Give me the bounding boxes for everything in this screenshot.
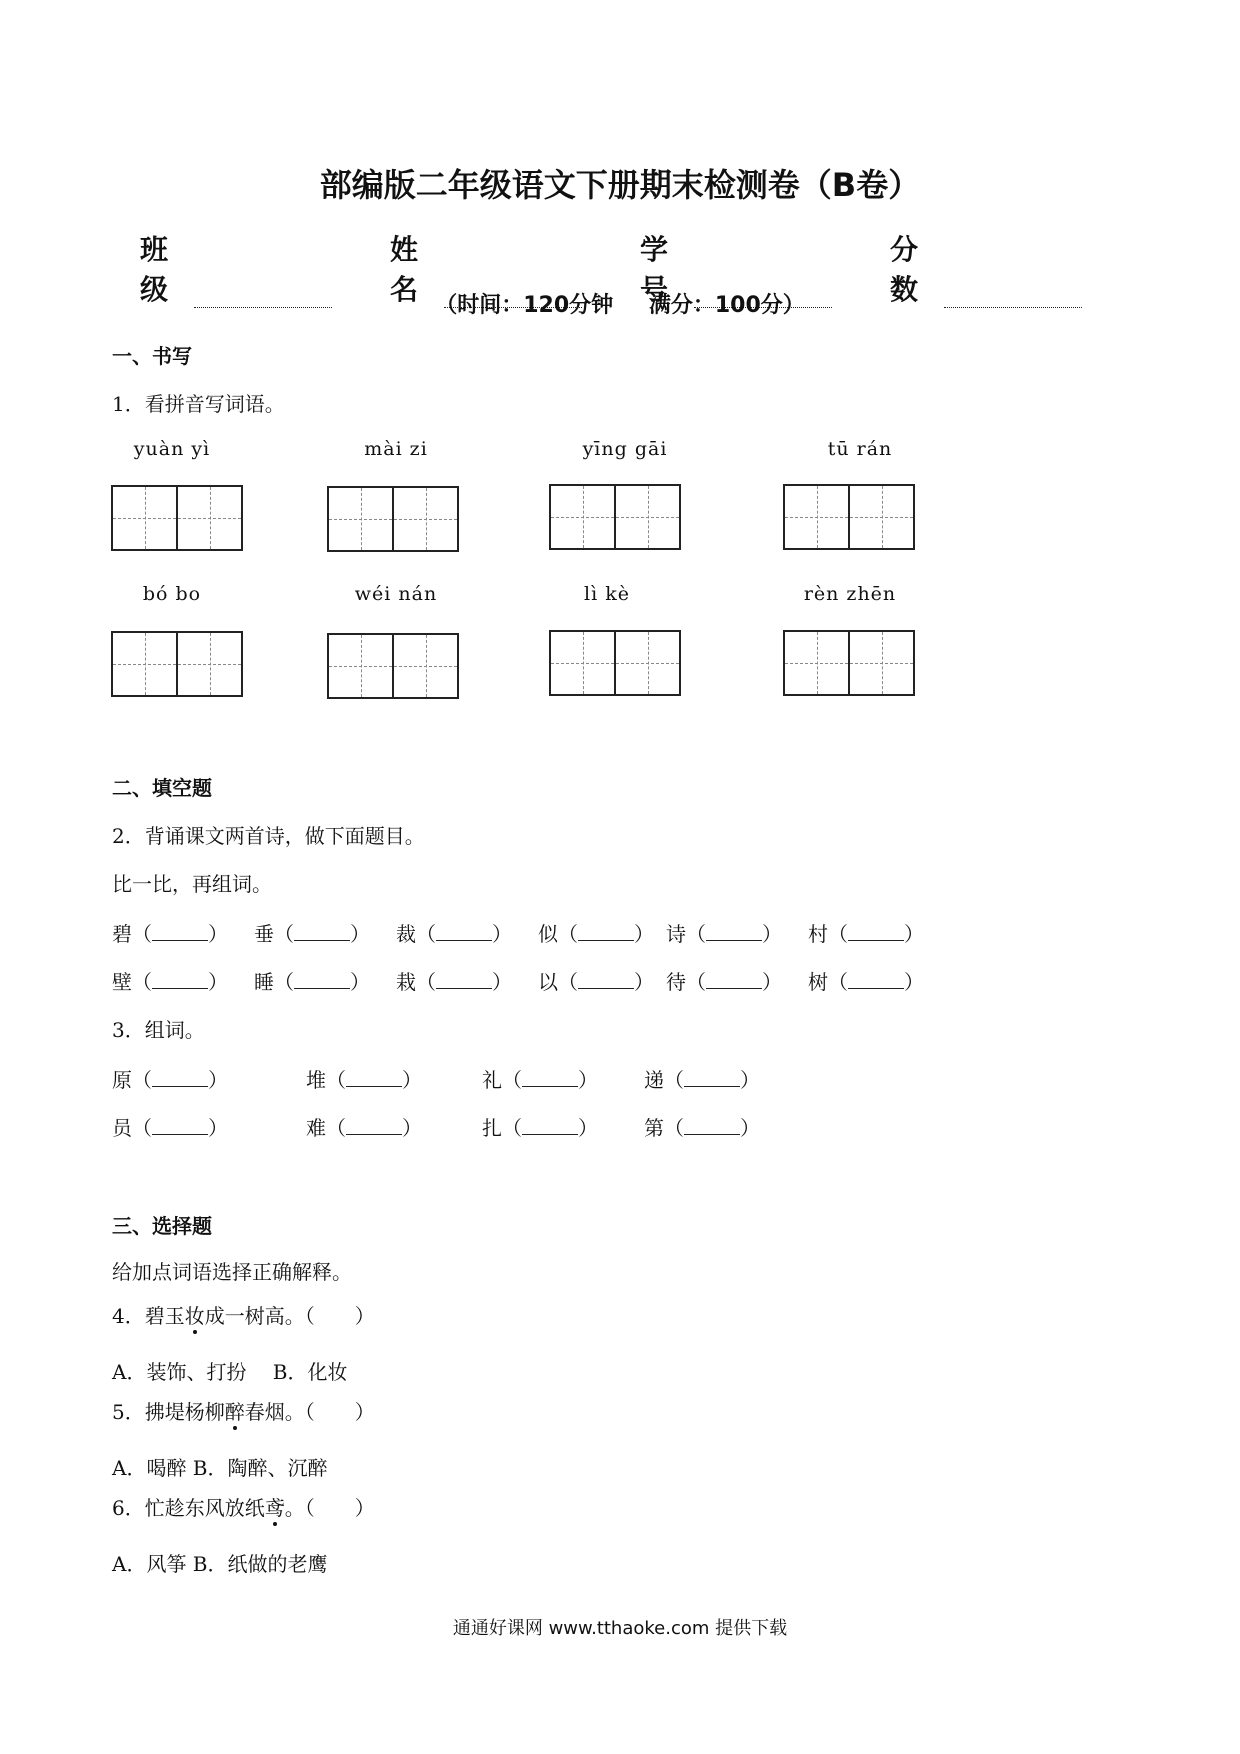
writing-grid[interactable] <box>111 485 243 551</box>
footer-source: 通通好课网 www.tthaoke.com 提供下载 <box>452 1618 788 1639</box>
group-word-item[interactable]: 礼（ ） <box>482 1068 598 1092</box>
question-6: 6．忙趁东风放纸鸢。（ ） <box>112 1496 375 1520</box>
compare-item[interactable]: 以（ ） <box>538 970 654 994</box>
pinyin-label: tū rán <box>827 438 893 460</box>
page-title: 部编版二年级语文下册期末检测卷（B卷） <box>319 166 921 204</box>
section-2-heading: 二、填空题 <box>112 776 212 800</box>
question-3: 3．组词。 <box>112 1018 205 1042</box>
compare-item[interactable]: 栽（ ） <box>396 970 512 994</box>
dotted-word: 醉 <box>224 1400 245 1424</box>
writing-grid[interactable] <box>783 484 915 550</box>
section-3-intro: 给加点词语选择正确解释。 <box>112 1260 352 1284</box>
pinyin-label: wéi nán <box>354 583 438 605</box>
question-6-options[interactable]: A．风筝 B．纸做的老鹰 <box>112 1552 328 1576</box>
writing-grid[interactable] <box>327 486 459 552</box>
name-label: 姓名 <box>390 233 419 306</box>
compare-item[interactable]: 村（ ） <box>808 922 924 946</box>
group-word-item[interactable]: 原（ ） <box>112 1068 228 1092</box>
full-score-text: 满分：100分） <box>648 293 805 318</box>
compare-item[interactable]: 树（ ） <box>808 970 924 994</box>
group-word-item[interactable]: 递（ ） <box>644 1068 760 1092</box>
time-info <box>0 288 1240 319</box>
question-2-subtitle: 比一比，再组词。 <box>112 872 272 896</box>
question-4: 4．碧玉妆成一树高。（ ） <box>112 1304 375 1328</box>
student-id-label: 学号 <box>640 233 669 306</box>
compare-item[interactable]: 待（ ） <box>666 970 782 994</box>
group-word-item[interactable]: 堆（ ） <box>306 1068 422 1092</box>
compare-item[interactable]: 诗（ ） <box>666 922 782 946</box>
question-5-options[interactable]: A．喝醉 B．陶醉、沉醉 <box>112 1456 328 1480</box>
compare-item[interactable]: 壁（ ） <box>112 970 228 994</box>
pinyin-label: rèn zhēn <box>803 583 897 605</box>
writing-grid[interactable] <box>327 633 459 699</box>
pinyin-label: bó bo <box>142 583 202 605</box>
group-word-item[interactable]: 扎（ ） <box>482 1116 598 1140</box>
writing-grid[interactable] <box>111 631 243 697</box>
pinyin-label: yuàn yì <box>133 438 211 460</box>
compare-item[interactable]: 垂（ ） <box>254 922 370 946</box>
compare-item[interactable]: 似（ ） <box>538 922 654 946</box>
section-1-heading: 一、书写 <box>112 344 192 368</box>
writing-grid[interactable] <box>783 630 915 696</box>
question-4-options[interactable]: A．装饰、打扮 B．化妆 <box>112 1360 348 1384</box>
compare-item[interactable]: 裁（ ） <box>396 922 512 946</box>
pinyin-label: yīng gāi <box>582 438 668 460</box>
duration-text: （时间：120分钟 <box>435 293 614 318</box>
dotted-word: 鸢 <box>264 1496 285 1520</box>
writing-grid[interactable] <box>549 484 681 550</box>
compare-item[interactable]: 碧（ ） <box>112 922 228 946</box>
section-3-heading: 三、选择题 <box>112 1214 212 1238</box>
dotted-word: 妆 <box>184 1304 205 1328</box>
writing-grid[interactable] <box>549 630 681 696</box>
group-word-item[interactable]: 第（ ） <box>644 1116 760 1140</box>
pinyin-label: lì kè <box>584 583 630 605</box>
question-2: 2．背诵课文两首诗，做下面题目。 <box>112 824 425 848</box>
compare-item[interactable]: 睡（ ） <box>254 970 370 994</box>
question-5: 5．拂堤杨柳醉春烟。（ ） <box>112 1400 375 1424</box>
group-word-item[interactable]: 难（ ） <box>306 1116 422 1140</box>
class-label: 班级 <box>140 233 169 306</box>
pinyin-label: mài zi <box>364 438 428 460</box>
question-1: 1．看拼音写词语。 <box>112 392 285 416</box>
score-label: 分数 <box>890 233 919 306</box>
group-word-item[interactable]: 员（ ） <box>112 1116 228 1140</box>
